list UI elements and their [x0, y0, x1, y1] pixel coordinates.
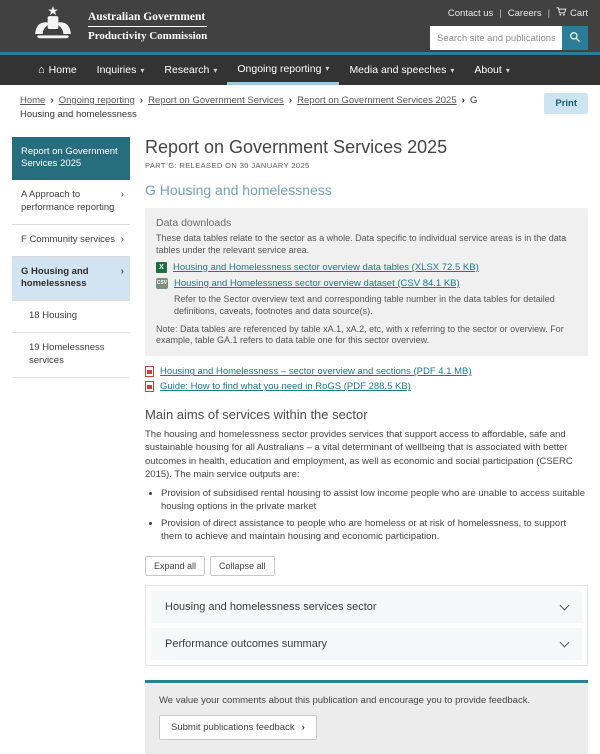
main-nav [0, 55, 600, 85]
agency-lockup [88, 11, 207, 42]
section-title: G Housing and homelessness [145, 182, 332, 199]
print-button[interactable]: Print [544, 93, 588, 114]
home-icon: ⌂ [38, 64, 45, 76]
chevron-down-icon: ▾ [213, 65, 218, 75]
breadcrumb-separator-icon: › [288, 95, 293, 106]
xlsx-download-link[interactable]: Housing and Homelessness sector overview data tables (XLSX 72.5 KB) [173, 261, 479, 273]
sidebar-header[interactable]: Report on Government Services 2025 [12, 137, 130, 181]
sidebar-item-approach[interactable] [12, 180, 130, 225]
nav-item-home[interactable] [28, 55, 87, 85]
breadcrumb-separator-icon: › [461, 95, 465, 106]
accordion-performance-outcomes[interactable] [151, 628, 582, 660]
nav-label: About [474, 64, 502, 76]
commission-name: Productivity Commission [88, 29, 208, 42]
nav-label: Ongoing reporting [237, 62, 322, 75]
collapse-all-button[interactable]: Collapse all [210, 556, 275, 576]
utility-links [430, 6, 588, 20]
divider: | [547, 7, 551, 19]
chevron-right-icon: › [301, 722, 305, 734]
chevron-right-icon: › [120, 189, 124, 201]
rogs-guide-pdf-link[interactable]: Guide: How to find what you need in RoGS (PDF 288.5 KB) [160, 381, 411, 393]
breadcrumb-ongoing-reporting[interactable]: Ongoing reporting [58, 95, 135, 106]
excel-file-icon: X [156, 262, 167, 273]
site-header [0, 0, 600, 52]
pdf-file-icon [145, 381, 154, 392]
careers-link[interactable]: Careers [507, 7, 542, 19]
chevron-down-icon: ▾ [450, 65, 455, 75]
accordion-label: Housing and homelessness services sector [165, 601, 377, 614]
refer-note: Refer to the Sector overview text and corresponding table number in the data tables for detailed definitions, caveats, footnotes and data source(s). [174, 293, 555, 316]
nav-item-media-and-speeches[interactable] [339, 55, 464, 85]
sidebar-item-label: F Community services [21, 233, 115, 245]
sidebar-item-label: A Approach to performance reporting [21, 189, 115, 213]
feedback-text: We value your comments about this publication and encourage you to provide feedback. [159, 695, 531, 707]
search-icon [569, 31, 581, 46]
csv-download-link[interactable]: Housing and Homelessness sector overview dataset (CSV 84.1 KB) [174, 277, 460, 289]
page-title: Report on Government Services 2025 [145, 136, 448, 157]
chevron-down-icon: ▾ [505, 65, 510, 75]
nav-label: Inquiries [96, 64, 137, 76]
data-downloads-heading: Data downloads [156, 217, 232, 230]
cart-icon [556, 6, 567, 20]
breadcrumb-current: G Housing and homelessness [20, 95, 478, 121]
cart-link[interactable] [556, 6, 588, 20]
table-reference-note: Note: Data tables are referenced by table xA.1, xA.2, etc, with x referring to the sector or overview. For example, table GA.1 refers to data table one for this sector overview. [156, 323, 564, 346]
pdf-file-icon [145, 366, 154, 377]
sidebar-item-housing-homelessness[interactable] [12, 257, 130, 302]
breadcrumb-rogs[interactable]: Report on Government Services [148, 95, 284, 106]
sidebar-item-community-services[interactable] [12, 225, 130, 257]
cart-label: Cart [570, 7, 588, 19]
aims-list [161, 487, 588, 543]
divider: | [499, 7, 502, 19]
data-downloads-intro: These data tables relate to the sector as a whole. Data specific to individual service areas is in the data tables under the relevant service area. [156, 233, 567, 255]
nav-item-inquiries[interactable] [87, 55, 155, 85]
aims-bullet: • Provision of subsidised rental housing to assist low income people who are unable to access suitable housing options in the private market [161, 487, 588, 513]
chevron-down-icon: ▾ [325, 64, 330, 73]
submit-feedback-button[interactable] [159, 715, 317, 740]
sidebar [12, 137, 130, 378]
chevron-down-icon [560, 637, 570, 647]
feedback-section [145, 680, 588, 754]
agency-name: Australian Government [88, 11, 207, 27]
sidebar-subitem-housing[interactable]: 18 Housing [12, 301, 130, 333]
coat-of-arms-icon [28, 4, 78, 49]
nav-item-ongoing-reporting[interactable] [227, 55, 339, 85]
nav-item-research[interactable] [154, 55, 227, 85]
pdf-links [145, 366, 588, 392]
nav-label: Research [164, 64, 210, 76]
nav-label: Media and speeches [349, 64, 447, 76]
sidebar-item-label: G Housing and homelessness [21, 265, 89, 290]
breadcrumb-separator-icon: › [139, 95, 144, 106]
submit-feedback-label: Submit publications feedback [171, 722, 295, 734]
breadcrumb [20, 93, 500, 123]
nav-label: Home [48, 64, 77, 76]
breadcrumb-home[interactable]: Home [20, 95, 46, 106]
search-button[interactable] [562, 26, 588, 50]
accordion-group [145, 585, 588, 666]
chevron-down-icon [560, 600, 570, 610]
data-downloads-box [145, 208, 588, 356]
sector-overview-pdf-link[interactable]: Housing and Homelessness – sector overview and sections (PDF 4.1 MB) [160, 366, 472, 378]
accordion-housing-sector[interactable] [151, 591, 582, 623]
aims-bullet: • Provision of direct assistance to people who are homeless or at risk of homelessness, to support them to achieve and maintain housing and economic participation. [161, 517, 588, 543]
chevron-down-icon: ▾ [140, 65, 145, 75]
contact-us-link[interactable]: Contact us [447, 7, 494, 19]
nav-item-about[interactable] [464, 55, 519, 85]
aims-heading: Main aims of services within the sector [145, 407, 368, 423]
accordion-label: Performance outcomes summary [165, 638, 327, 651]
expand-all-button[interactable]: Expand all [145, 556, 205, 576]
breadcrumb-rogs-2025[interactable]: Report on Government Services 2025 [297, 95, 457, 106]
aims-intro: The housing and homelessness sector provides services that support access to affordable, safe and sustainable housing for all Australians – a vital determinant of wellbeing that is associated with better outcomes in health, education and employment, as well as economic and social participation (CSERC 2015). The main service outputs are: [145, 429, 573, 480]
breadcrumb-separator-icon: › [50, 95, 54, 106]
chevron-right-icon: › [120, 233, 124, 245]
release-info: PART G: RELEASED ON 30 JANUARY 2025 [145, 161, 310, 171]
csv-file-icon: CSV [156, 278, 168, 289]
search-input[interactable] [430, 26, 562, 50]
chevron-right-icon: › [120, 265, 124, 277]
sidebar-subitem-homelessness-services[interactable]: 19 Homelessness services [12, 333, 130, 378]
